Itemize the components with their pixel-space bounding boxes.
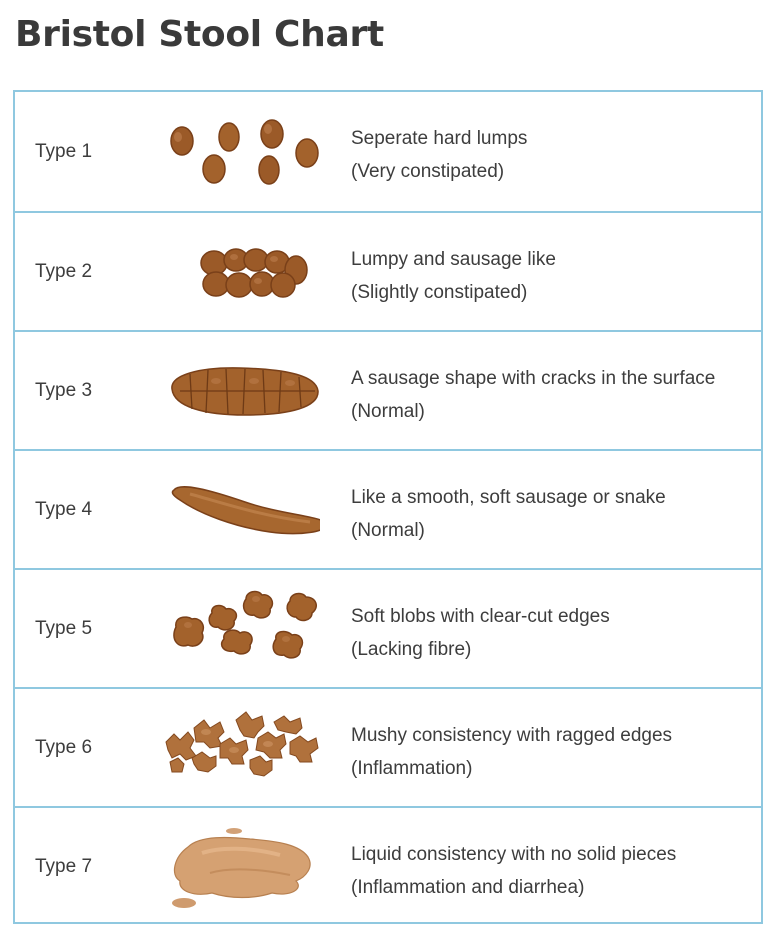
description	[351, 719, 672, 785]
type-label: Type 6	[35, 736, 93, 758]
table-row-type-1	[15, 92, 761, 211]
description	[351, 243, 556, 309]
condition-text: (Normal)	[351, 401, 425, 422]
description-text: Liquid consistency with no solid pieces	[351, 844, 677, 865]
condition-text: (Lacking fibre)	[351, 639, 472, 660]
description-text: Mushy consistency with ragged edges	[351, 725, 673, 746]
description-text: Lumpy and sausage like	[351, 249, 556, 270]
type-label: Type 4	[35, 498, 93, 520]
description	[351, 122, 527, 188]
description-text: Like a smooth, soft sausage or snake	[351, 487, 666, 508]
table-row-type-6	[15, 687, 761, 806]
condition-text: (Inflammation and diarrhea)	[351, 877, 585, 898]
condition-text: (Very constipated)	[351, 161, 505, 182]
stool-chart-table	[13, 90, 763, 924]
mushy-pieces-illustration	[150, 698, 320, 798]
table-row-type-7	[15, 806, 761, 925]
smooth-sausage-illustration	[150, 460, 320, 560]
description	[351, 838, 676, 904]
condition-text: (Normal)	[351, 520, 425, 541]
page-title: Bristol Stool Chart	[15, 14, 384, 55]
hard-lumps-illustration	[150, 101, 320, 201]
soft-blobs-illustration	[150, 579, 320, 679]
type-label: Type 1	[35, 140, 93, 162]
description	[351, 481, 666, 547]
table-row-type-5	[15, 568, 761, 687]
description-text: Soft blobs with clear-cut edges	[351, 606, 610, 627]
cracked-sausage-illustration	[150, 341, 320, 441]
description	[351, 600, 610, 666]
type-label: Type 7	[35, 855, 93, 877]
table-row-type-4	[15, 449, 761, 568]
description	[351, 362, 715, 428]
description-text: Seperate hard lumps	[351, 128, 528, 149]
condition-text: (Slightly constipated)	[351, 282, 528, 303]
type-label: Type 5	[35, 617, 93, 639]
table-row-type-2	[15, 211, 761, 330]
type-label: Type 3	[35, 379, 93, 401]
condition-text: (Inflammation)	[351, 758, 473, 779]
table-row-type-3	[15, 330, 761, 449]
lumpy-sausage-illustration	[150, 222, 320, 322]
type-label: Type 2	[35, 260, 93, 282]
liquid-puddle-illustration	[150, 817, 320, 917]
description-text: A sausage shape with cracks in the surface	[351, 368, 716, 389]
